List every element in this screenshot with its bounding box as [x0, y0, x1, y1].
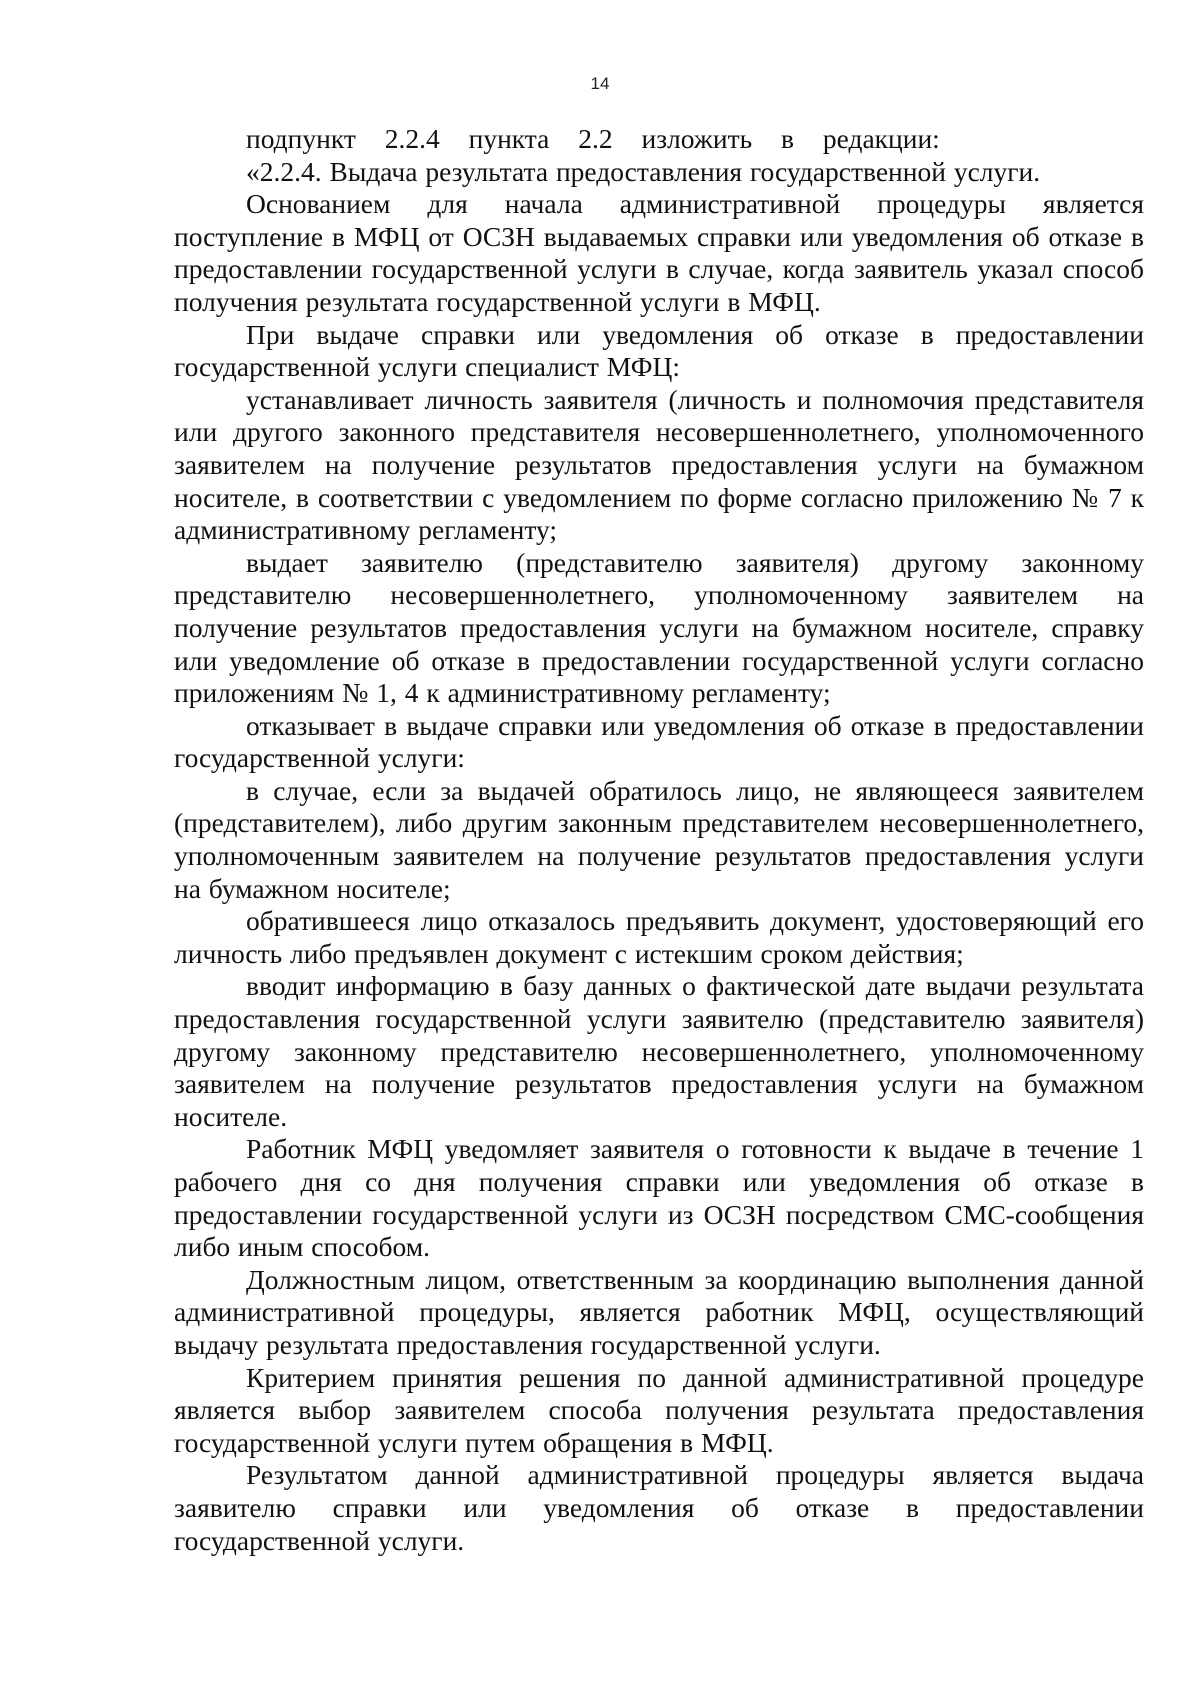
paragraph-section-title: «2.2.4. Выдача результата предоставления государственной услуги. [246, 155, 1041, 187]
paragraph-result: Результатом данной административной процедуры является выдача заявителю справки или уведомления об отказе в предоставлении государственной услуги. [174, 1459, 1144, 1556]
paragraph-identity-check: устанавливает личность заявителя (личность и полномочия представителя или другого законного представителя несовершеннолетнего, уполномоченного заявителем на получение результатов предоставления услуги на бумажном носителе, в соответствии с уведомлением по форме согласно приложению № 7 к административному регламенту; [174, 383, 1144, 546]
paragraph-refusal-case-1: в случае, если за выдачей обратилось лицо, не являющееся заявителем (представителем), либо другим законным представителем несовершеннолетнего, уполномоченным заявителем на получение результатов предоставления услуги на бумажном носителе; [174, 774, 1144, 904]
page-number: 14 [590, 74, 610, 93]
paragraph-intro: подпункт 2.2.4 пункта 2.2 изложить в редакции: [246, 123, 940, 154]
paragraph-refusal: отказывает в выдаче справки или уведомления об отказе в предоставлении государственной услуги: [174, 709, 1144, 774]
paragraph-issues-document: выдает заявителю (представителю заявителя) другому законному представителю несовершеннолетнего, уполномоченному заявителем на получение результатов предоставления услуги на бумажном носителе, справку или уведомление об отказе в предоставлении государственной услуги согласно приложениям № 1, 4 к административному регламенту; [174, 546, 1144, 709]
paragraph-database-entry: вводит информацию в базу данных о фактической дате выдачи результата предоставления государственной услуги заявителю (представителю заявителя) другому законному представителю несовершеннолетнего, уполномоченному заявителем на получение результатов предоставления услуги на бумажном носителе. [174, 970, 1144, 1132]
paragraph-notification: Работник МФЦ уведомляет заявителя о готовности к выдаче в течение 1 рабочего дня со дня получения справки или уведомления об отказе в предоставлении государственной услуги из ОСЗН посредством СМС-сообщения либо иным способом. [174, 1133, 1144, 1263]
document-body [174, 123, 1144, 1557]
paragraph-responsible-official: Должностным лицом, ответственным за координацию выполнения данной административной процедуры, является работник МФЦ, осуществляющий выдачу результата предоставления государственной услуги. [174, 1263, 1144, 1360]
paragraph-decision-criterion: Критерием принятия решения по данной административной процедуре является выбор заявителем способа получения результата предоставления государственной услуги путем обращения в МФЦ. [174, 1361, 1144, 1458]
paragraph-specialist-actions: При выдаче справки или уведомления об отказе в предоставлении государственной услуги специалист МФЦ: [174, 318, 1144, 383]
paragraph-grounds: Основанием для начала административной процедуры является поступление в МФЦ от ОСЗН выдаваемых справки или уведомления об отказе в предоставлении государственной услуги в случае, когда заявитель указал способ получения результата государственной услуги в МФЦ. [174, 188, 1144, 317]
paragraph-refusal-case-2: обратившееся лицо отказалось предъявить документ, удостоверяющий его личность либо предъявлен документ с истекшим сроком действия; [174, 905, 1144, 969]
